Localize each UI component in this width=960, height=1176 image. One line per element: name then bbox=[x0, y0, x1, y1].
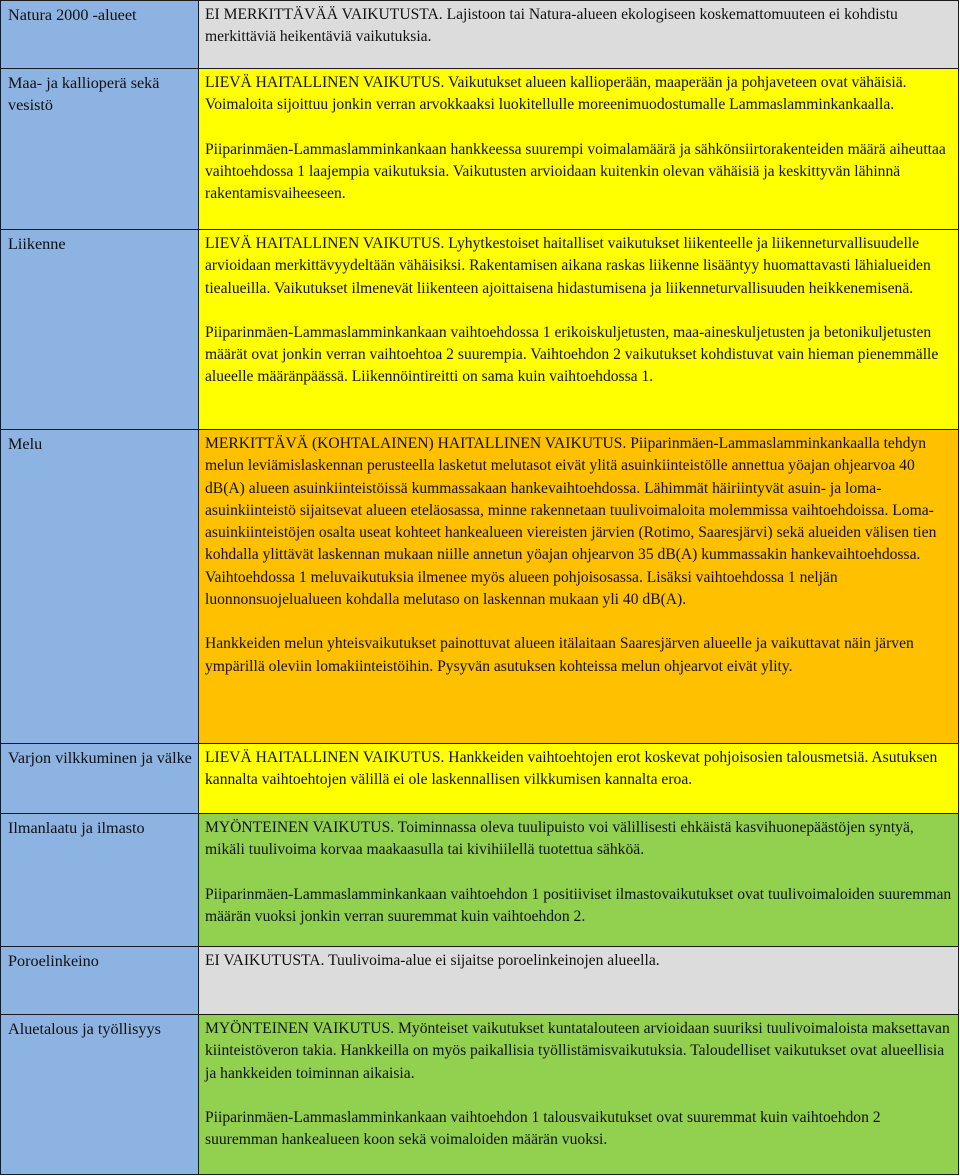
table-row bbox=[1, 1015, 959, 1175]
row-label: Varjon vilkkuminen ja välke bbox=[8, 749, 192, 767]
impact-text-cell bbox=[199, 230, 959, 430]
impact-text-detail: Piiparinmäen-Lammaslamminkankaan vaihtoehdossa 1 erikoiskuljetusten, maa-aineskuljetusten ja betonikuljetusten määrät ovat jonkin verran vaihtoehtoa 2 suurempia. Vaihtoehdon 2 vaikutukset kohdistuvat vain hieman pienemmälle alueelle määränpäässä. Liikennöintireitti on sama kuin vaihtoehdossa 1. bbox=[205, 323, 939, 386]
table-row bbox=[1, 430, 959, 744]
impact-text: LIEVÄ HAITALLINEN VAIKUTUS. Lyhytkestoiset haitalliset vaikutukset liikenteelle ja liikenneturvallisuudelle arvioidaan merkittävyydeltään vähäisiksi. Rakentamisen aikana raskas liikenne lisääntyy huomattavasti lähialueiden tiealueilla. Vaikutukset ilmenevät liikenteen ajoittaisena hidastumisena ja liikenneturvallisuuden heikkenemisenä. bbox=[205, 235, 931, 297]
impact-text: MYÖNTEINEN VAIKUTUS. Toiminnassa oleva tuulipuisto voi välillisesti ehkäistä kasvihuonepäästöjen syntyä, mikäli tuulivoima korvaa maakaasulla tai kivihiilellä tuotettua sähköä. bbox=[205, 819, 914, 859]
impact-text-cell bbox=[199, 744, 959, 814]
table-row bbox=[1, 947, 959, 1015]
row-label-cell bbox=[1, 1, 199, 69]
table-row bbox=[1, 1, 959, 69]
table-row bbox=[1, 69, 959, 230]
row-label: Melu bbox=[8, 435, 43, 453]
table-row bbox=[1, 814, 959, 947]
row-label-cell bbox=[1, 430, 199, 744]
impact-text: EI MERKITTÄVÄÄ VAIKUTUSTA. Lajistoon tai Natura-alueen ekologiseen koskemattomuuteen ei kohdistu merkittäviä heikentäviä vaikutuksia. bbox=[205, 6, 898, 46]
impact-text-cell bbox=[199, 1, 959, 69]
row-label-cell bbox=[1, 230, 199, 430]
row-label: Natura 2000 -alueet bbox=[8, 6, 137, 24]
impact-text-detail: Piiparinmäen-Lammaslamminkankaan vaihtoehdon 1 talousvaikutukset ovat suuremmat kuin vaihtoehdon 2 suuremman hankealueen koon sekä voimaloiden määrän vuoksi. bbox=[205, 1108, 881, 1149]
impact-text-detail: Piiparinmäen-Lammaslamminkankaan hankkeessa suurempi voimalamäärä ja sähkönsiirtorakenteiden määrä aiheuttaa vaihtoehdossa 1 laajempia vaikutuksia. Vaikutusten arvioidaan kuitenkin olevan vähäisiä ja keskittyvän lähinnä rakentamisvaiheeseen. bbox=[205, 140, 946, 203]
impact-text-detail: Hankkeiden melun yhteisvaikutukset painottuvat alueen itälaitaan Saaresjärven alueelle ja vaikuttavat näin järven ympärillä oleviin lomakiinteistöihin. Pysyvän asutuksen kohteissa melun ohjearvot eivät ylity. bbox=[205, 635, 914, 675]
table-row bbox=[1, 230, 959, 430]
row-label-cell bbox=[1, 744, 199, 814]
impact-text: MERKITTÄVÄ (KOHTALAINEN) HAITALLINEN VAIKUTUS. Piiparinmäen-Lammaslamminkankaalla tehdyn melun leviämislaskennan perusteella lasketut melutasot eivät ylitä asuinkiinteistölle annettua yöajan ohjearvoa 40 dB(A) alueen asuinkiinteistöissä kummassakaan hankevaihtoehdossa. Lähimmät häiriintyvät asuin- ja loma-asuinkiinteistö sijaitsevat alueen eteläosassa, minne rakennetaan tuulivoimaloita molemmissa vaihtoehdoissa. Loma-asuinkiinteistöjen osalta useat kohteet hankealueen viereisten järvien (Rotimo, Saaresjärvi) sekä alueiden välisen tien kohdalla ylittävät laskennan mukaan niille annetun yöajan ohjearvon 35 dB(A) kummassakin hankevaihtoehdossa. Vaihtoehdossa 1 meluvaikutuksia ilmenee myös alueen pohjoisosassa. Lisäksi vaihtoehdossa 1 neljän luonnonsuojelualueen kohdalla melutaso on laskennan mukaan yli 40 dB(A). bbox=[205, 435, 937, 609]
impact-text: MYÖNTEINEN VAIKUTUS. Myönteiset vaikutukset kuntatalouteen arvioidaan suuriksi tuulivoimaloista maksettavan kiinteistöveron takia. Hankkeilla on myös paikallisia työllistämisvaikutuksia. Taloudelliset vaikutukset ovat alueellisia ja hankkeiden toiminnan aikaisia. bbox=[205, 1020, 950, 1082]
row-label-cell bbox=[1, 947, 199, 1015]
impact-text-cell bbox=[199, 69, 959, 230]
impact-text: LIEVÄ HAITALLINEN VAIKUTUS. Vaikutukset alueen kallioperään, maaperään ja pohjaveteen ovat vähäisiä. Voimaloita sijoittuu jonkin verran arvokkaaksi luokitellulle moreenimuodostumalle Lammaslamminkankaalla. bbox=[205, 74, 907, 114]
impact-text: EI VAIKUTUSTA. Tuulivoima-alue ei sijaitse poroelinkeinojen alueella. bbox=[205, 952, 660, 969]
impact-text-cell bbox=[199, 947, 959, 1015]
row-label-cell bbox=[1, 1015, 199, 1175]
row-label-cell bbox=[1, 814, 199, 947]
row-label: Ilmanlaatu ja ilmasto bbox=[8, 819, 145, 837]
impact-text-cell bbox=[199, 430, 959, 744]
row-label: Poroelinkeino bbox=[8, 952, 99, 970]
impact-text-cell bbox=[199, 814, 959, 947]
table-row bbox=[1, 744, 959, 814]
impact-text-cell bbox=[199, 1015, 959, 1175]
row-label: Liikenne bbox=[8, 235, 66, 253]
row-label: Maa- ja kallioperä sekä vesistö bbox=[8, 74, 160, 115]
impact-text: LIEVÄ HAITALLINEN VAIKUTUS. Hankkeiden vaihtoehtojen erot koskevat pohjoisosien talousmetsiä. Asutuksen kannalta vaihtoehtojen välillä ei ole laskennallisen vilkkumisen kannalta eroa. bbox=[205, 749, 938, 789]
impact-text-detail: Piiparinmäen-Lammaslamminkankaan vaihtoehdon 1 positiiviset ilmastovaikutukset ovat tuulivoimaloiden suuremman määrän vuoksi jonkin verran suuremmat kuin vaihtoehdon 2. bbox=[205, 885, 952, 925]
row-label: Aluetalous ja työllisyys bbox=[8, 1020, 161, 1038]
row-label-cell bbox=[1, 69, 199, 230]
